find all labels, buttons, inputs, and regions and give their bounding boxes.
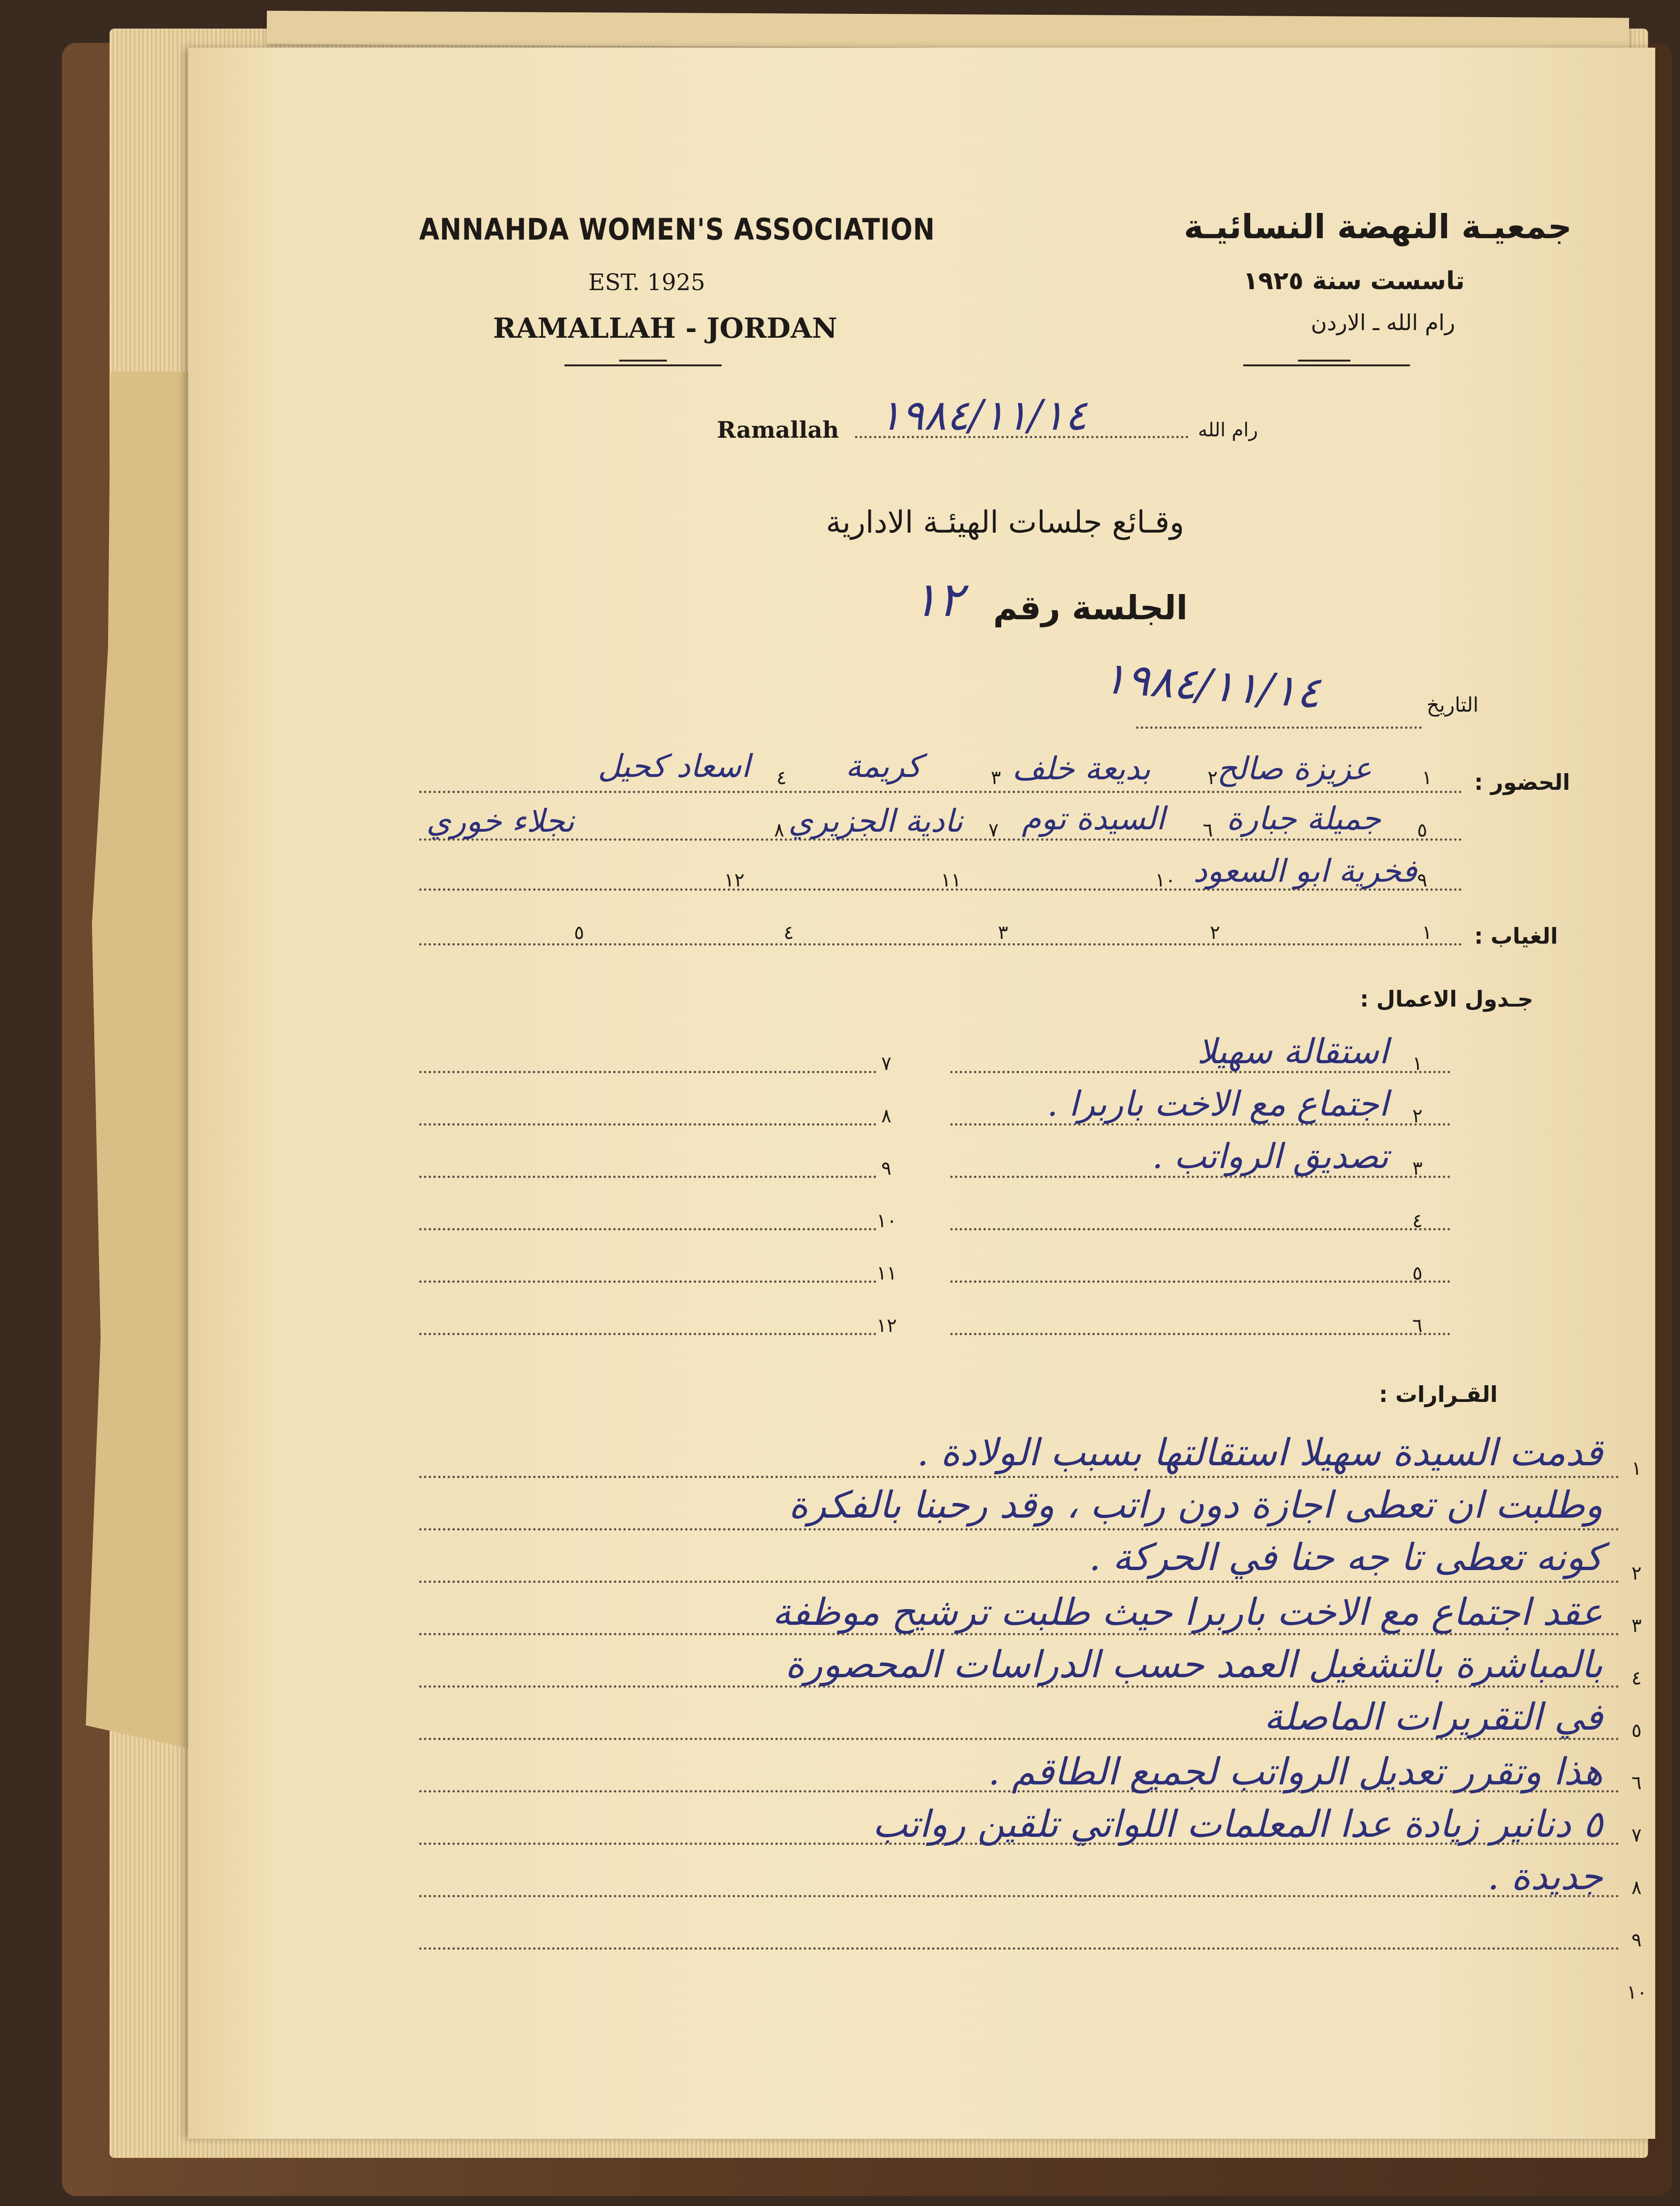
agenda-number: ١١ xyxy=(876,1262,897,1284)
attendee-name: بديعة خلف xyxy=(1012,750,1151,787)
agenda-line-left xyxy=(419,1071,876,1073)
decision-text: جديدة . xyxy=(1487,1855,1603,1898)
absence-number: ٤ xyxy=(784,922,794,944)
absence-number: ١ xyxy=(1422,922,1432,944)
decision-text: وطلبت ان تعطى اجازة دون راتب ، وقد رحبنا بالفكرة xyxy=(788,1484,1603,1527)
attendee-name: فخرية ابو السعود xyxy=(1193,853,1417,889)
agenda-line-left xyxy=(419,1123,876,1126)
decision-line xyxy=(419,1581,1620,1583)
agenda-line-right xyxy=(950,1228,1450,1230)
attendee-name: السيدة توم xyxy=(1022,800,1165,837)
place-date-handwritten: ١٩٨٤/١١/١٤ xyxy=(879,391,1087,440)
decision-line xyxy=(419,1947,1620,1950)
absence-number: ٣ xyxy=(998,922,1008,944)
agenda-number: ٣ xyxy=(1412,1158,1423,1179)
agenda-label: جـدول الاعمال : xyxy=(1360,986,1533,1012)
agenda-number: ٢ xyxy=(1412,1105,1423,1127)
session-number: ١٢ xyxy=(912,572,964,627)
date-label: التاريخ xyxy=(1427,693,1479,716)
decision-text: بالمباشرة بالتشغيل العمد حسب الدراسات المحصورة xyxy=(785,1643,1603,1686)
letterhead-en-est: EST. 1925 xyxy=(588,269,705,296)
agenda-item: اجتماع مع الاخت باربرا . xyxy=(1047,1084,1388,1124)
decision-number: ١٠ xyxy=(1627,1982,1647,2004)
attendance-number: ٤ xyxy=(776,767,787,789)
agenda-number: ١٢ xyxy=(876,1315,897,1337)
session-label: الجلسة رقم xyxy=(993,588,1188,627)
letterhead-ar-est: تاسست سنة ١٩٢٥ xyxy=(1243,267,1465,295)
decision-text: ٥ دنانير زيادة عدا المعلمات اللواتي تلقين رواتب xyxy=(872,1803,1603,1846)
agenda-item: استقالة سهيلا xyxy=(1197,1031,1388,1071)
minutes-page xyxy=(188,48,1655,2139)
attendance-number: ٩ xyxy=(1417,869,1428,891)
agenda-number: ١٠ xyxy=(876,1210,897,1232)
letterhead-en-name: ANNAHDA WOMEN'S ASSOCIATION xyxy=(419,212,936,247)
attendee-name: نادية الجزيري xyxy=(788,803,963,839)
decision-number: ٨ xyxy=(1631,1877,1642,1899)
agenda-line-left xyxy=(419,1176,876,1178)
attendance-number: ١ xyxy=(1422,767,1432,789)
decision-number: ٩ xyxy=(1631,1929,1642,1951)
agenda-number: ٦ xyxy=(1412,1315,1423,1337)
decision-text: عقد اجتماع مع الاخت باربرا حيث طلبت ترشيح موظفة xyxy=(772,1591,1603,1634)
decision-text: كونه تعطى تا جه حنا في الحركة . xyxy=(1089,1536,1603,1579)
agenda-number: ٤ xyxy=(1412,1210,1423,1232)
agenda-line-left xyxy=(419,1280,876,1283)
attendee-name: كريمة xyxy=(845,748,922,785)
attendance-number: ١٢ xyxy=(724,869,744,891)
attendance-number: ٧ xyxy=(988,819,999,841)
attendee-name: جميلة جبارة xyxy=(1227,800,1381,837)
decision-text: قدمت السيدة سهيلا استقالتها بسبب الولادة . xyxy=(917,1431,1603,1474)
attendee-name: نجلاء خوري xyxy=(426,803,574,839)
decision-number: ٣ xyxy=(1631,1615,1642,1637)
agenda-line-right xyxy=(950,1333,1450,1335)
agenda-line-right xyxy=(950,1280,1450,1283)
decision-text: هذا وتقرر تعديل الرواتب لجميع الطاقم . xyxy=(988,1751,1603,1793)
attendance-number: ٨ xyxy=(774,819,785,841)
letterhead-en-city: RAMALLAH - JORDAN xyxy=(493,312,837,344)
agenda-number: ٩ xyxy=(881,1158,892,1179)
letterhead-en-rule-mid xyxy=(619,360,667,362)
decision-line xyxy=(419,1476,1620,1478)
agenda-number: ٨ xyxy=(881,1105,892,1127)
attendance-number: ١٠ xyxy=(1155,869,1176,891)
attendance-number: ١١ xyxy=(941,869,961,891)
date-line xyxy=(1136,726,1422,729)
letterhead-ar-rule-mid xyxy=(1298,360,1350,362)
top-paper-strip xyxy=(267,11,1629,51)
decision-line xyxy=(419,1528,1620,1531)
attendance-number: ٥ xyxy=(1417,819,1428,841)
place-label-ar: رام الله xyxy=(1198,419,1258,441)
absence-number: ٢ xyxy=(1210,922,1220,944)
decision-number: ٤ xyxy=(1631,1667,1642,1689)
letterhead-ar-name: جمعيـة النهضة النسائيـة xyxy=(1184,207,1572,246)
agenda-line-left xyxy=(419,1228,876,1230)
absence-label: الغياب : xyxy=(1474,923,1558,949)
page-title: وقـائع جلسات الهيئـة الادارية xyxy=(825,505,1185,540)
decision-number: ٢ xyxy=(1631,1562,1642,1584)
attendee-name: عزيزة صالح xyxy=(1217,750,1372,787)
agenda-number: ١ xyxy=(1412,1053,1423,1075)
attendance-number: ٦ xyxy=(1203,819,1213,841)
decisions-label: القـرارات : xyxy=(1379,1381,1498,1407)
attendance-label: الحضور : xyxy=(1474,769,1570,795)
letterhead-ar-city: رام الله ـ الاردن xyxy=(1311,310,1455,335)
date-value: ١٩٨٤/١١/١٤ xyxy=(1101,652,1322,718)
decision-number: ٥ xyxy=(1631,1720,1642,1742)
agenda-number: ٥ xyxy=(1412,1262,1423,1284)
decision-text: في التقريرات الماصلة xyxy=(1264,1696,1603,1739)
decision-number: ١ xyxy=(1631,1458,1642,1480)
agenda-number: ٧ xyxy=(881,1053,892,1075)
decision-number: ٦ xyxy=(1631,1772,1642,1794)
place-label-en: Ramallah xyxy=(717,417,839,443)
attendance-number: ٢ xyxy=(1207,767,1218,789)
attendance-line-1 xyxy=(419,791,1462,793)
attendee-name: اسعاد كحيل xyxy=(598,748,750,785)
agenda-line-left xyxy=(419,1333,876,1335)
attendance-number: ٣ xyxy=(991,767,1001,789)
agenda-item: تصديق الرواتب . xyxy=(1152,1136,1388,1176)
letterhead-ar-rule xyxy=(1243,364,1410,366)
decision-line xyxy=(419,1895,1620,1897)
absence-number: ٥ xyxy=(574,922,584,944)
letterhead-en-rule xyxy=(564,364,722,366)
decision-number: ٧ xyxy=(1631,1824,1642,1846)
